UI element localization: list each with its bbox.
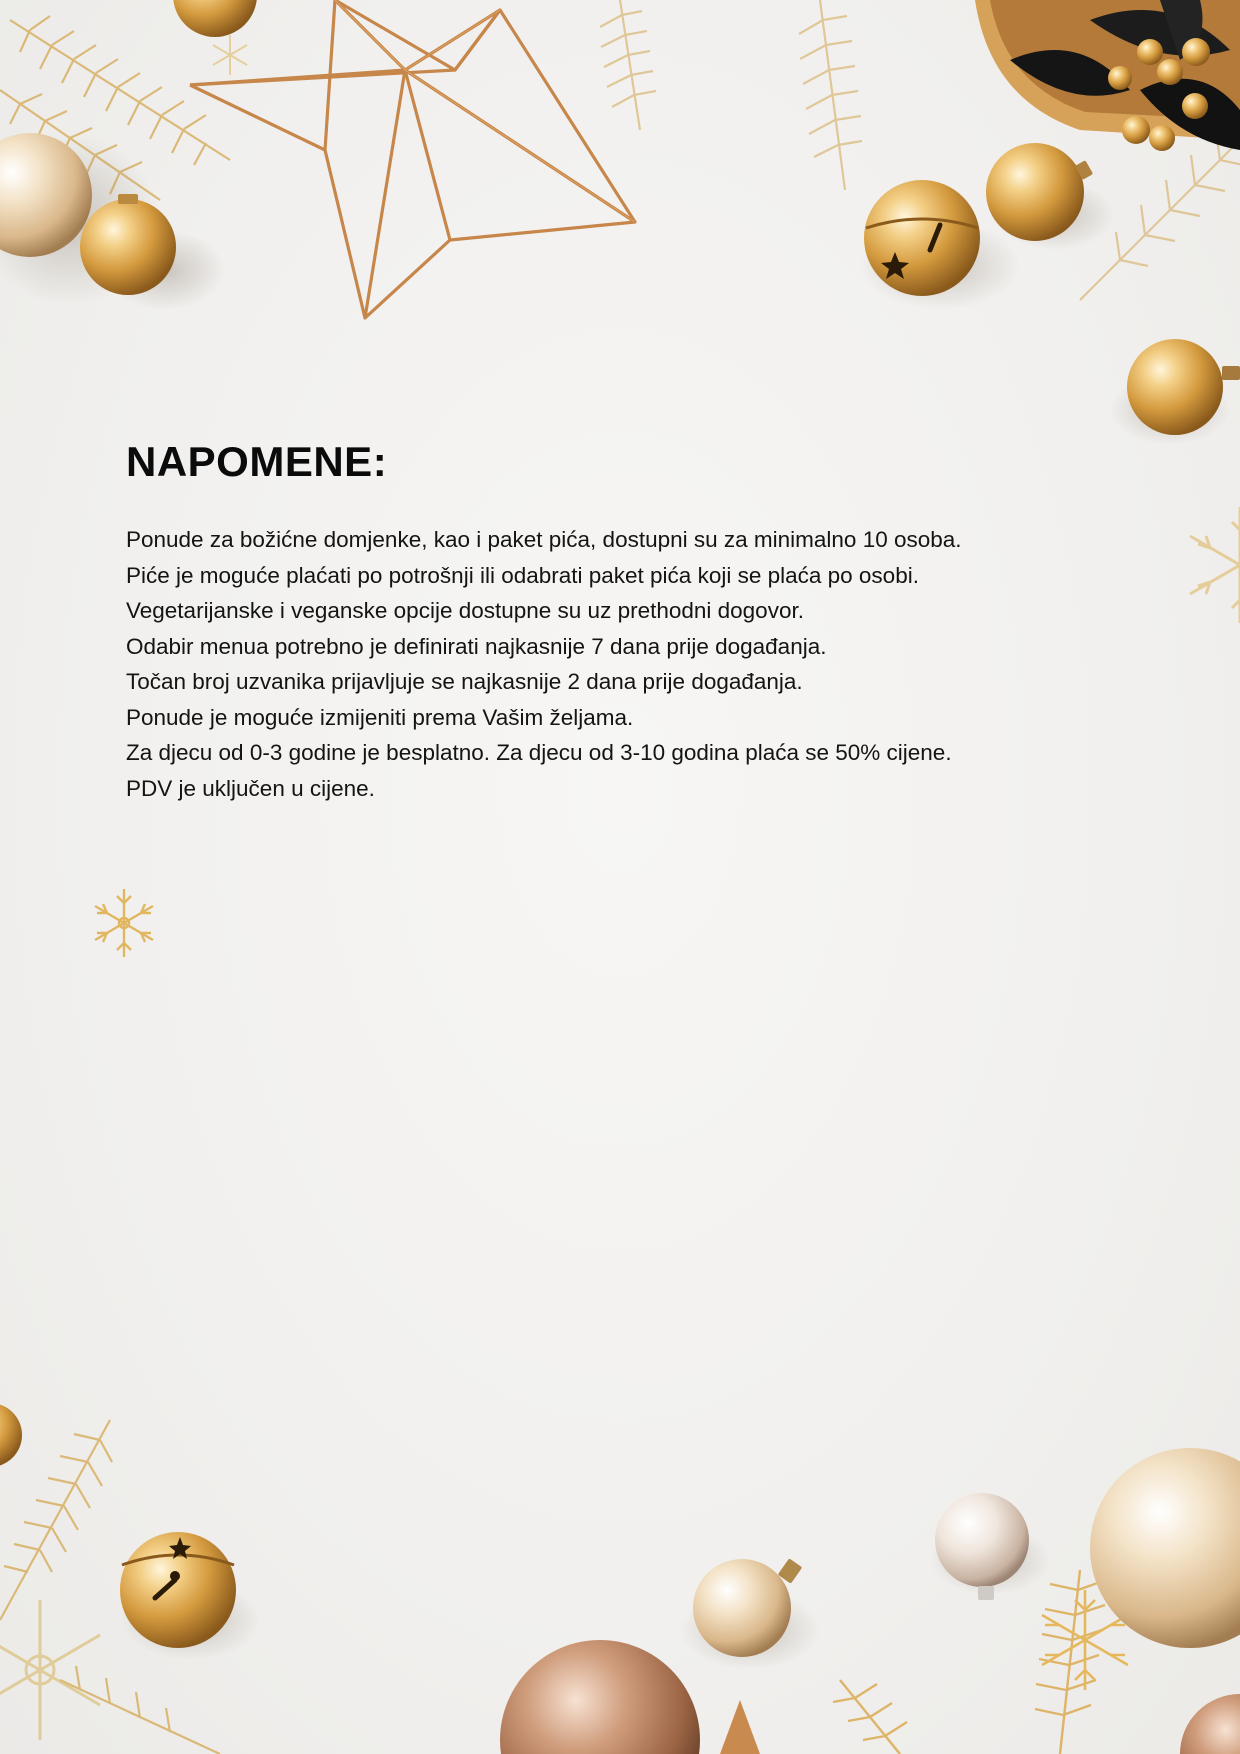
note-item: Za djecu od 0-3 godine je besplatno. Za djecu od 3-10 godina plaća se 50% cijene. (126, 740, 952, 765)
gold-bauble-icon (935, 1493, 1029, 1587)
copper-cone-icon (720, 1700, 760, 1754)
gold-bauble-icon (0, 1403, 22, 1467)
gold-bauble-icon (80, 199, 176, 295)
note-item: Piće je moguće plaćati po potrošnji ili odabrati paket pića koji se plaća po osobi. (126, 562, 919, 588)
snowflake-icon (0, 1600, 100, 1740)
note-item: PDV je uključen u cijene. (126, 775, 375, 801)
jingle-bell-icon (120, 1532, 236, 1648)
gold-bauble-icon (986, 143, 1084, 241)
note-item: Ponude je moguće izmijeniti prema Vašim željama. (126, 704, 634, 730)
note-item: Ponude za božićne domjenke, kao i paket pića, dostupni su za minimalno 10 osoba. (126, 527, 962, 552)
snowflake-icon (95, 889, 153, 957)
gold-bauble-icon (173, 0, 257, 37)
gold-bauble-icon (1090, 1448, 1240, 1648)
wire-star-icon (190, 0, 635, 318)
gold-bauble-icon (1127, 339, 1223, 435)
snowflake-icon (1190, 507, 1240, 623)
note-item: Točan broj uzvanika prijavljuje se najkasnije 2 dana prije događanja. (126, 669, 803, 694)
jingle-bell-icon (864, 180, 980, 296)
holly-leaves-icon (975, 0, 1240, 151)
gold-bauble-icon (1180, 1694, 1240, 1754)
pine-branch-icon (833, 1570, 1106, 1754)
notes-list (126, 522, 1126, 806)
note-item: Vegetarijanske i veganske opcije dostupne su uz prethodni dogovor. (126, 598, 804, 623)
gold-bauble-icon (693, 1559, 791, 1657)
notes-title: NAPOMENE: (126, 438, 388, 485)
note-item: Odabir menua potrebno je definirati najkasnije 7 dana prije događanja. (126, 633, 827, 659)
snowflake-icon (213, 35, 247, 75)
gold-bauble-icon (500, 1640, 700, 1754)
